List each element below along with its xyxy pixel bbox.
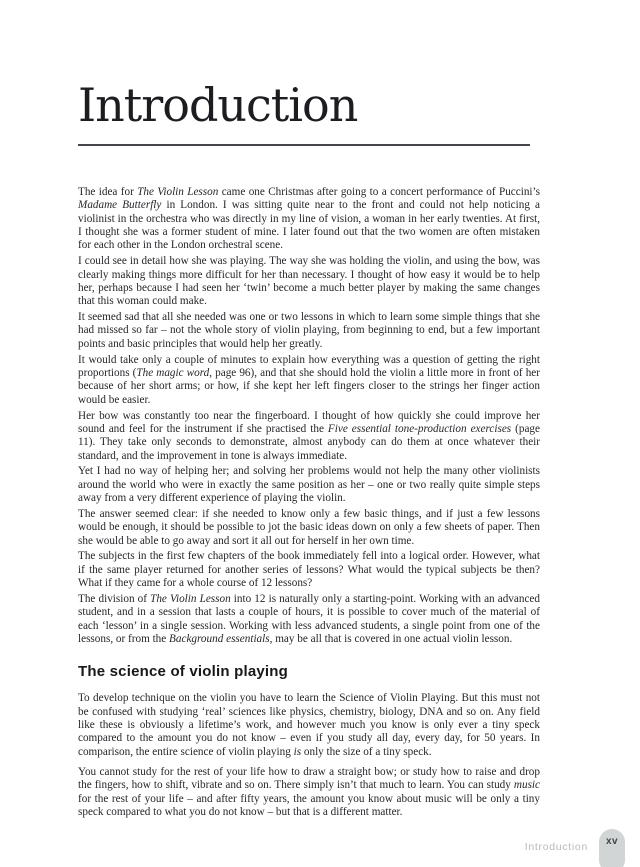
paragraph: You cannot study for the rest of your life how to draw a straight bow; or study how to raise and drop the fingers, how to shift, vibrate and so on. There simply isn’t that much to learn. You can study music for the rest of your life – and after fifty years, the amount you know about music will be only a tiny speck compared to what you do not know – but that is a different matter. [78,766,540,819]
page-content [78,0,540,822]
paragraph: The answer seemed clear: if she needed to know only a few basic things, and if just a few lessons would be enough, it should be possible to jot the basic ideas down on only a few sheets of paper. Then she would be able to go away and sort it all out for herself in her own time. [78,507,540,547]
page-title: Introduction [78,78,358,132]
paragraph: The idea for The Violin Lesson came one Christmas after going to a concert performance of Puccini’s Madame Butterfly in London. I was sitting quite near to the front and could not help noticing a violinist in the orchestra who was directly in my line of vision, a woman in her early twenties. At first, I thought she was a former student of mine. I later found out that the two women are often mistaken for each other in the London orchestral scene. [78,186,541,252]
footer-section-label: Introduction [524,841,588,853]
paragraph: It seemed sad that all she needed was one or two lessons in which to learn some simple things that she had missed so far – not the whole story of violin playing, from beginning to end, but a few important points and basic principles that would help her greatly. [78,311,540,350]
paragraph: To develop technique on the violin you have to learn the Science of Violin Playing. But this must not be confused with studying ‘real’ sciences like physics, chemistry, biology, DNA and so on. Any field like these is obviously a lifetime’s work, and however much you know is only ever a tiny speck compared to the amount you do not know – even if you study all day, every day, for 50 years. In comparison, the entire science of violin playing is only the size of a tiny speck. [78,692,540,758]
page-number-tab [599,829,625,867]
paragraph: The subjects in the first few chapters of the book immediately fell into a logical order. However, what if the same player returned for another series of lessons? What would the typical subjects be then? What if they came for a whole course of 12 lessons? [78,550,540,590]
paragraph: It would take only a couple of minutes to explain how everything was a question of getting the right proportions (The magic word, page 96), and that she should hold the violin a little more in front of her because of her short arms; or how, if she kept her left fingers closer to the strings her finger action would be easier. [78,353,540,406]
title-rule [78,144,530,146]
paragraph: I could see in detail how she was playing. The way she was holding the violin, and using the bow, was clearly making things more difficult for her than necessary. I thought of how easy it would be to help her, perhaps because I had seen her ‘twin’ become a much better player by making the same changes that this woman could make. [78,255,540,308]
paragraph: Yet I had no way of helping her; and solving her problems would not help the many other violinists around the world who were in exactly the same position as her – one or two really quite simple steps away from a very different experience of playing the violin. [78,465,540,505]
page-number: xv [605,836,619,847]
paragraph: Her bow was constantly too near the fingerboard. I thought of how quickly she could improve her sound and feel for the instrument if she practised the Five essential tone-production exercises (page 11). They take only seconds to demonstrate, almost anybody can do them at once whatever their standard, and the improvement in tone is always immediate. [78,409,540,462]
section-paragraphs [78,692,540,819]
intro-paragraphs [78,186,540,646]
paragraph: The division of The Violin Lesson into 12 is naturally only a starting-point. Working with an advanced student, and in a session that lasts a couple of hours, it is possible to cover much of the material of each ‘lesson’ in a single session. Working with less advanced students, a single point from one of the lessons, or from the Background essentials, may be all that is covered in one actual violin lesson. [78,592,540,645]
section-heading: The science of violin playing [78,663,289,681]
